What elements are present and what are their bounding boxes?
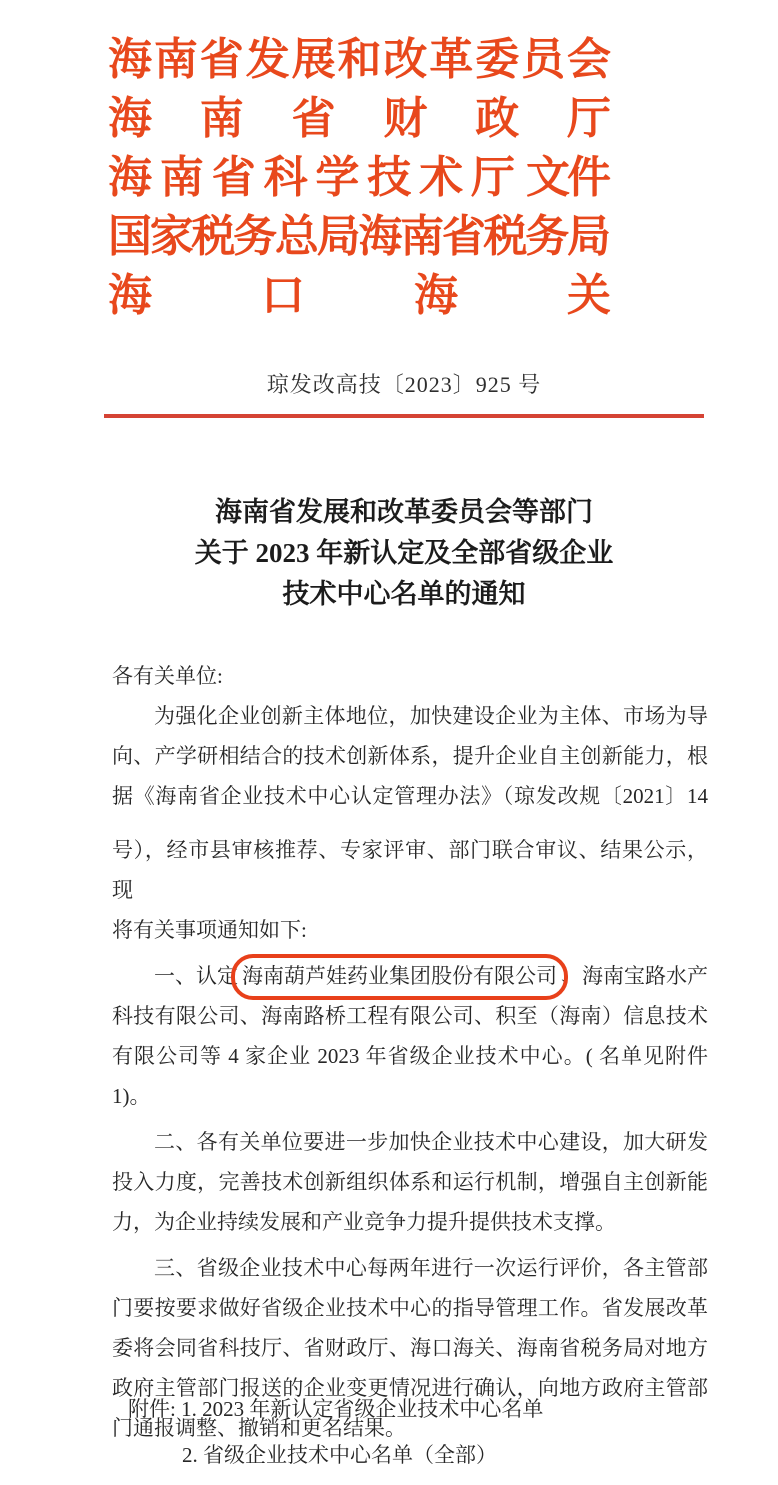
- letterhead-agency-3: 海南省科学技术厅: [108, 153, 512, 202]
- letterhead-agency-3-row: [108, 148, 608, 207]
- letterhead-agency-1: 海南省发展和改革委员会: [108, 35, 608, 84]
- item-2-line-3: 力，为企业持续发展和产业竞争力提升提供技术支撑。: [112, 1210, 616, 1234]
- highlighted-company-annotation: 海南葫芦娃药业集团股份有限公司: [231, 954, 568, 1000]
- letterhead-agency-5: 海口海关: [108, 271, 608, 320]
- item-3-line-1: 三、省级企业技术中心每两年进行一次运行评价，各主管部: [154, 1256, 708, 1280]
- item-1-prefix: 一、认定: [154, 964, 238, 988]
- notice-title: [104, 492, 704, 615]
- letterhead: [108, 30, 608, 325]
- notice-body: [112, 656, 708, 1448]
- item-2-line-1: 二、各有关单位要进一步加快企业技术中心建设，加大研发: [154, 1130, 708, 1154]
- item-3-line-4: 政府主管部门报送的企业变更情况进行确认，向地方政府主管部: [112, 1376, 708, 1400]
- attachment-2: 2. 省级企业技术中心名单（全部）: [182, 1443, 497, 1467]
- paragraph-1-line-2: 向、产学研相结合的技术创新体系，提升企业自主创新能力，根: [112, 744, 708, 768]
- item-3-line-5: 门通报调整、撤销和更名结果。: [112, 1416, 406, 1440]
- item-3-line-3: 委将会同省科技厅、省财政厅、海口海关、海南省税务局对地方: [112, 1336, 708, 1360]
- paragraph-1-line-5: 将有关事项通知如下:: [112, 918, 307, 942]
- item-1-line-1: [112, 956, 708, 996]
- letterhead-agency-4: 国家税务总局海南省税务局: [108, 212, 608, 261]
- paragraph-1-line-1: 为强化企业创新主体地位，加快建设企业为主体、市场为导: [154, 704, 708, 728]
- red-separator-rule: [104, 414, 704, 418]
- letterhead-document-suffix: 文件: [526, 153, 608, 202]
- item-1-after-highlight: 、海南宝路水产: [561, 964, 708, 988]
- item-2-line-2: 投入力度，完善技术创新组织体系和运行机制，增强自主创新能: [112, 1170, 708, 1194]
- item-1-line-2: 科技有限公司、海南路桥工程有限公司、积至（海南）信息技术: [112, 1004, 708, 1028]
- notice-title-line-2: 关于 2023 年新认定及全部省级企业: [194, 538, 614, 568]
- letterhead-agency-2: 海南省财政厅: [108, 94, 608, 143]
- salutation: 各有关单位:: [112, 664, 223, 688]
- attachment-1: 附件: 1. 2023 年新认定省级企业技术中心名单: [128, 1397, 544, 1421]
- attachments-list: [128, 1386, 688, 1478]
- notice-title-line-3: 技术中心名单的通知: [282, 579, 526, 609]
- paragraph-1-line-4: 号），经市县审核推荐、专家评审、部门联合审议、结果公示，现: [112, 838, 708, 902]
- item-3-line-2: 门要按要求做好省级企业技术中心的指导管理工作。省发展改革: [112, 1296, 708, 1320]
- paragraph-1-line-3: 据《海南省企业技术中心认定管理办法》（琼发改规〔2021〕14: [112, 784, 708, 808]
- document-number: 琼发改高技〔2023〕925 号: [266, 372, 542, 397]
- item-1-line-3: 有限公司等 4 家企业 2023 年省级企业技术中心。( 名单见附件 1)。: [112, 1044, 708, 1108]
- notice-title-line-1: 海南省发展和改革委员会等部门: [215, 497, 593, 527]
